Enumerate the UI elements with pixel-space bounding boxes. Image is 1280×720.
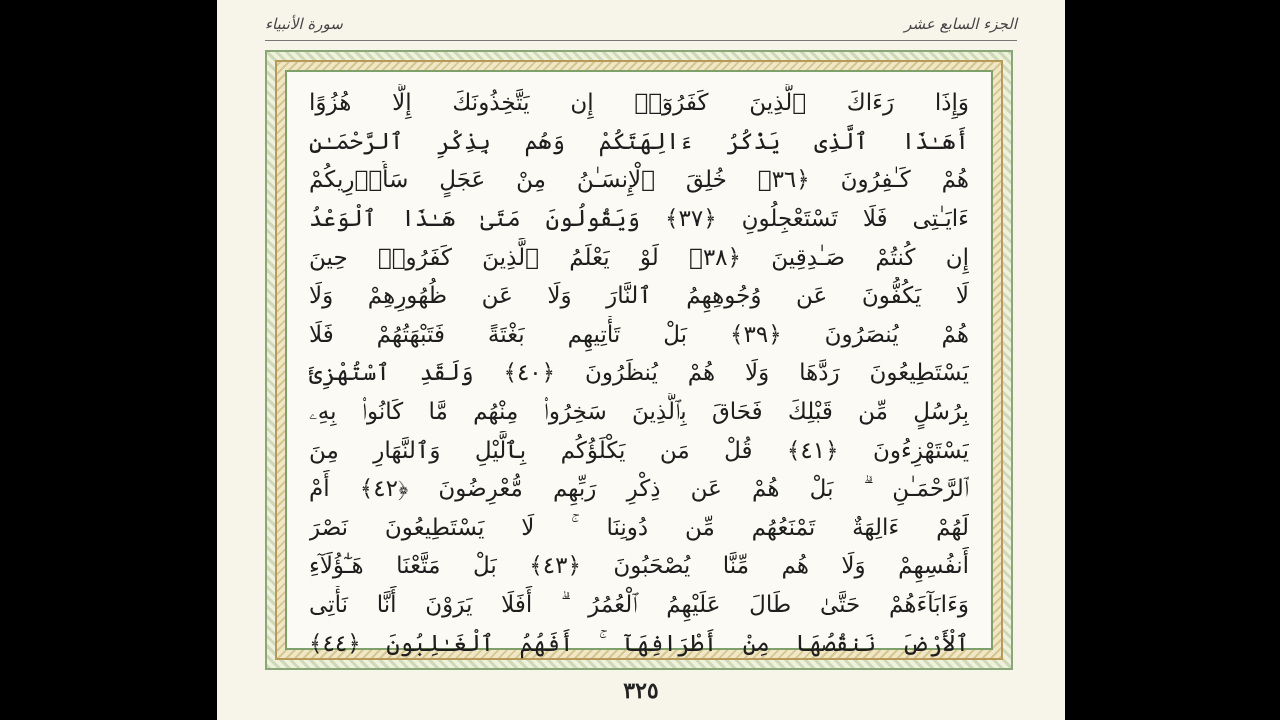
verse-line: أَنفُسِهِمْ وَلَا هُم مِّنَّا يُصْحَبُونَ ﴿٤٣﴾ بَلْ مَتَّعْنَا هَـٰٓؤُلَآءِ: [309, 553, 969, 580]
verse-line: هُمْ كَـٰفِرُونَ ﴿٣٦﴾ خُلِقَ ٱلْإِنسَـٰنُ مِنْ عَجَلٍ سَأُو۟رِيكُمْ: [309, 167, 969, 194]
verse-line: ٱلْأَرْضَ نَنقُصُهَا مِنْ أَطْرَافِهَآ ۚ أَفَهُمُ ٱلْغَـٰلِبُونَ ﴿٤٤﴾: [309, 630, 969, 657]
verse-line: ٱلرَّحْمَـٰنِ ۗ بَلْ هُمْ عَن ذِكْرِ رَبِّهِم مُّعْرِضُونَ ﴿٤٢﴾ أَمْ: [309, 476, 969, 503]
verse-line: لَا يَكُفُّونَ عَن وُجُوهِهِمُ ٱلنَّارَ وَلَا عَن ظُهُورِهِمْ وَلَا: [309, 283, 969, 310]
verse-line: يَسْتَطِيعُونَ رَدَّهَا وَلَا هُمْ يُنظَرُونَ ﴿٤٠﴾ وَلَقَدِ ٱسْتُهْزِئَ: [309, 360, 969, 387]
verses-text: [309, 84, 969, 657]
verse-line: إِن كُنتُمْ صَـٰدِقِينَ ﴿٣٨﴾ لَوْ يَعْلَمُ ٱلَّذِينَ كَفَرُوا۟ حِينَ: [309, 244, 969, 271]
running-header: [265, 10, 1017, 38]
text-panel: [285, 70, 993, 657]
verse-line: وَءَابَآءَهُمْ حَتَّىٰ طَالَ عَلَيْهِمُ ٱلْعُمُرُ ۗ أَفَلَا يَرَوْنَ أَنَّا نَأْتِى: [309, 592, 969, 619]
verse-line: ءَايَـٰتِى فَلَا تَسْتَعْجِلُونِ ﴿٣٧﴾ وَيَقُولُونَ مَتَىٰ هَـٰذَا ٱلْوَعْدُ: [309, 206, 969, 233]
page-number: ٣٢٥: [623, 678, 659, 704]
mushaf-page: [217, 0, 1065, 720]
surah-title: سورة الأنبياء: [265, 15, 343, 33]
verse-line: أَهَـٰذَا ٱلَّذِى يَذْكُرُ ءَالِهَتَكُمْ وَهُم بِذِكْرِ ٱلرَّحْمَـٰنِ: [309, 128, 969, 155]
verse-line: وَإِذَا رَءَاكَ ٱلَّذِينَ كَفَرُوٓا۟ إِن يَتَّخِذُونَكَ إِلَّا هُزُوًا: [309, 90, 969, 117]
header-divider: [265, 40, 1017, 41]
verse-line: بِرُسُلٍ مِّن قَبْلِكَ فَحَاقَ بِٱلَّذِينَ سَخِرُوا۟ مِنْهُم مَّا كَانُوا۟ بِهِۦ: [309, 399, 969, 426]
verse-line: يَسْتَهْزِءُونَ ﴿٤١﴾ قُلْ مَن يَكْلَؤُكُم بِٱلَّيْلِ وَٱلنَّهَارِ مِنَ: [309, 437, 969, 464]
ornamental-border-inner: [275, 60, 1003, 660]
verse-line: لَهُمْ ءَالِهَةٌ تَمْنَعُهُم مِّن دُونِنَا ۚ لَا يَسْتَطِيعُونَ نَصْرَ: [309, 514, 969, 541]
juz-title: الجزء السابع عشر: [904, 15, 1017, 33]
verse-line: هُمْ يُنصَرُونَ ﴿٣٩﴾ بَلْ تَأْتِيهِم بَغْتَةً فَتَبْهَتُهُمْ فَلَا: [309, 321, 969, 348]
ornamental-border: [265, 50, 1013, 670]
